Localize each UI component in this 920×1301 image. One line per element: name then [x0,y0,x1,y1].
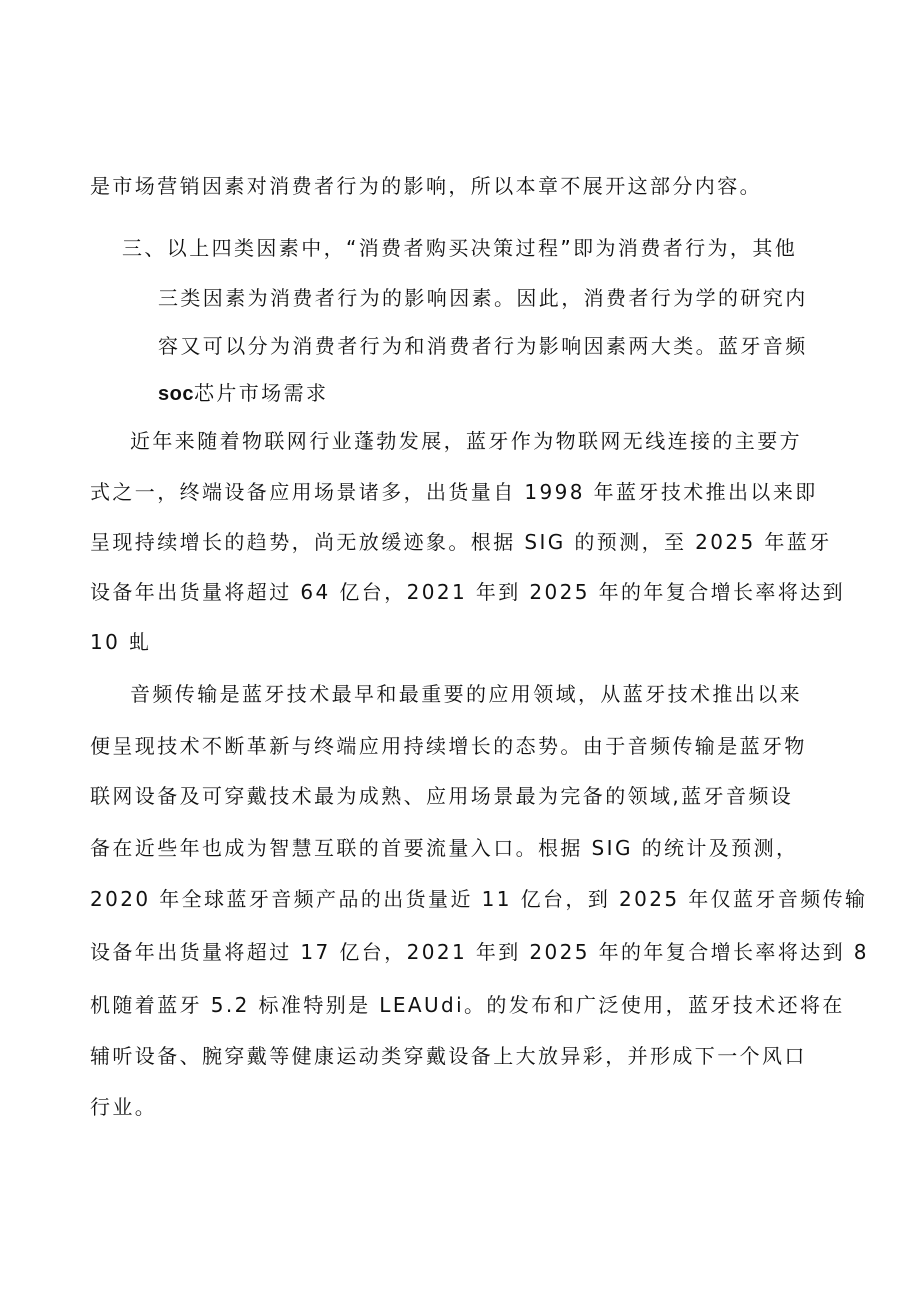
list-item-line: 三类因素为消费者行为的影响因素。因此，消费者行为学的研究内 [158,286,808,310]
paragraph-line: 设备年出货量将超过 64 亿台，2021 年到 2025 年的年复合增长率将达到 [90,580,846,604]
heading-text: 芯片市场需求 [193,381,329,405]
paragraph-line: 音频传输是蓝牙技术最早和最重要的应用领域，从蓝牙技术推出以来 [130,682,802,706]
list-item-line: 三、以上四类因素中，“消费者购买决策过程”即为消费者行为，其他 [122,236,798,260]
section-heading [158,381,328,406]
paragraph-line: 近年来随着物联网行业蓬勃发展，蓝牙作为物联网无线连接的主要方 [130,429,802,453]
paragraph-line: 2020 年全球蓝牙音频产品的出货量近 11 亿台，到 2025 年仅蓝牙音频传输 [90,887,868,911]
paragraph-line: 设备年出货量将超过 17 亿台，2021 年到 2025 年的年复合增长率将达到 8 [90,940,869,964]
paragraph-line: 呈现持续增长的趋势，尚无放缓迹象。根据 SIG 的预测，至 2025 年蓝牙 [90,530,832,554]
paragraph-line: 式之一，终端设备应用场景诸多，出货量自 1998 年蓝牙技术推出以来即 [90,480,818,504]
paragraph-line: 10 虬 [90,630,152,654]
paragraph-line: 机随着蓝牙 5.2 标准特别是 LEAUdi。的发布和广泛使用，蓝牙技术还将在 [90,993,845,1017]
paragraph-line: 备在近些年也成为智慧互联的首要流量入口。根据 SIG 的统计及预测， [90,836,799,860]
heading-latin-text: soc [158,383,194,405]
paragraph-line: 便呈现技术不断革新与终端应用持续增长的态势。由于音频传输是蓝牙物 [90,734,807,758]
paragraph-line: 行业。 [90,1095,158,1119]
list-item-line: 容又可以分为消费者行为和消费者行为影响因素两大类。蓝牙音频 [158,334,808,358]
paragraph-line: 联网设备及可穿戴技术最为成熟、应用场景最为完备的领域,蓝牙音频设 [90,784,794,808]
paragraph-line: 是市场营销因素对消费者行为的影响，所以本章不展开这部分内容。 [90,174,762,198]
paragraph-line: 辅听设备、腕穿戴等健康运动类穿戴设备上大放异彩，并形成下一个风口 [90,1044,807,1068]
